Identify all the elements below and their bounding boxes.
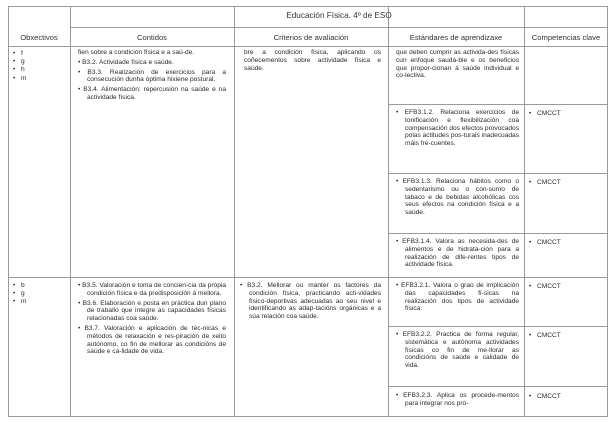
standard-cell [396,178,519,232]
standard-text: • EFB3.2.3. Aplica os procede-mentos para integrar nos pro- [396,392,519,407]
criteria-text: bre a condición física, aplicando os coñecementos sobre actividade física e saúde. [244,49,381,72]
standard-text: • EFB3.2.1. Valora o grao de implicación das capacidades fí-sicas na realización dos tipos de actividade física. [396,282,519,313]
header-contents: Contidos [137,33,167,42]
row-divider [388,173,608,174]
criteria-cell [244,49,381,109]
column-divider [524,6,525,417]
list-item: • m [13,74,27,82]
list-item: • g [13,290,25,298]
table-border-top [8,6,608,7]
header-objectives: Obxectivos [20,33,58,42]
list-item: • m [13,298,27,306]
content-item: • B3.6. Elaboración e posta en práctica dun plano de traballo que integre as capacidades físicas relacionadas coa saúde. [78,299,226,323]
contents-cell [78,49,226,275]
curriculum-table [8,6,608,417]
block-divider [8,277,608,278]
standard-cell [396,282,519,325]
standard-cell [396,109,519,172]
row-divider [388,104,608,105]
header-criteria: Criterios de avaliación [273,33,349,42]
standard-cell [396,238,519,276]
table-border-left [8,6,9,417]
standard-text: • EFB3.1.2. Relaciona exercicios de tonificación e flexibilización coa compensación dos efectos provocados polas actitudes pos-turais inadecuadas máis fre-cuentes. [396,109,519,148]
competence-item: • CMCCT [529,283,561,290]
list-item: • g [13,58,25,66]
standard-text: • EFB3.1.4. Valora as necesida-des de alimentos e de hidrata-ción para a realización de dife-rentes tipos de actividade física. [396,238,519,269]
standard-cell [396,392,519,415]
list-item: • b [13,282,25,289]
header-divider [8,46,608,47]
title-divider [70,27,608,28]
column-divider [234,6,235,417]
column-divider [388,6,389,417]
standard-cell [396,331,519,385]
competence-item: • CMCCT [529,332,561,339]
criteria-text: • B3.2. Mellorar ou manter os factores da condición física, practicando acti-vidades físico-deportivas adecuadas ao seu nivel e identificando as adap-tacións orgánicas e a súa relación coa saúde. [240,282,381,321]
objectives-list [13,50,27,83]
standard-cell [396,49,519,103]
competence-item: • CMCCT [529,393,561,400]
table-title: Educación Física. 4º de ESO [286,11,392,20]
content-item: • B3.4. Alimentación: repercusión na saúde e na actividade física. [78,86,226,101]
competence-item: • CMCCT [529,110,561,117]
criteria-cell [240,282,381,362]
standard-text: • EFB3.1.3. Relaciona hábitos como o sedentarismo ou o con-sumo de tabaco e de bebidas alcohólicas cos seus efectos na condición física e a saúde. [396,178,519,217]
table-border-right [607,6,608,417]
header-competences: Competencias clave [531,33,601,42]
column-divider [70,6,71,417]
list-item: • f [13,50,23,57]
content-item: • B3.2. Actividade física e saúde. [78,58,174,66]
contents-cell [78,282,226,414]
standard-text: • EFB3.2.2. Practica de forma regular, sistemática e autónoma actividades físicas co fin de me-llorar as condicións de saúde e calidade de vida. [396,331,519,370]
row-divider [388,233,608,234]
row-divider [388,386,608,387]
content-item: • B3.3. Realización de exercicios para a consecución dunha óptima hixiene postural. [78,68,226,84]
table-border-bottom [8,416,608,417]
content-item: • B3.5. Valoración e toma de concien-cia da propia condición física e da predisposición á mellora. [78,282,226,297]
content-item: fien sobre a condición física e a saú-de. [78,49,195,56]
objectives-list [13,282,27,307]
header-standards: Estándares de aprendizaxe [409,33,503,42]
standard-text: que deben cumprir as activida-des físicas cun enfoque saudá-ble e os beneficios que propor-cionan á saúde individual e co-lectiva. [396,49,519,80]
competence-item: • CMCCT [529,239,561,246]
row-divider [388,326,608,327]
content-item: • B3.7. Valoración e aplicación de téc-nicas e métodos de relaxación e res-piración de xeito autónomo, co fin de mellorar as condicións de saúde e ca-lidade de vida. [78,324,226,356]
list-item: • h [13,66,25,74]
competence-item: • CMCCT [529,179,561,186]
